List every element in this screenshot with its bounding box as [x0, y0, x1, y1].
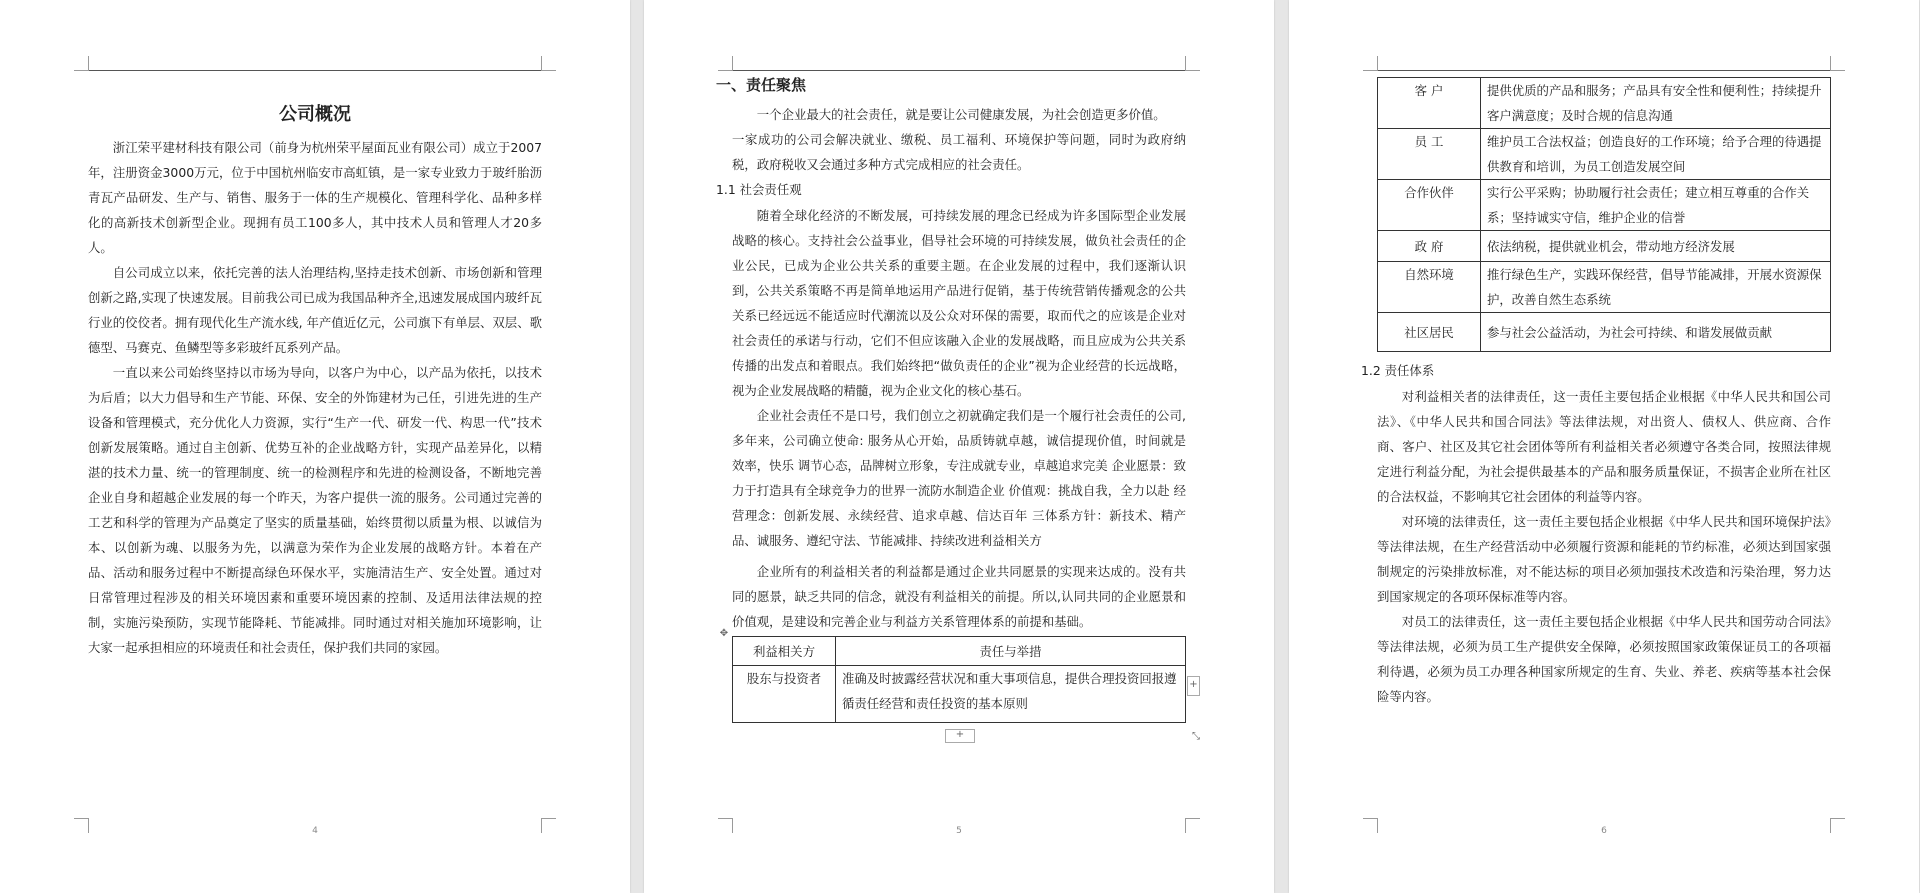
table-row: [1378, 231, 1831, 262]
page-number: 6: [1601, 826, 1607, 836]
margin-corner-mark: [541, 56, 556, 71]
table-cell-party[interactable]: 自然环境: [1378, 262, 1481, 313]
subsection-title: 1.1 社会责任观: [716, 182, 802, 197]
table-cell-measures[interactable]: 推行绿色生产，实践环保经营，倡导节能减排，开展水资源保护，改善自然生态系统: [1481, 262, 1831, 313]
table-row: [1378, 180, 1831, 231]
table-header-cell[interactable]: 利益相关方: [733, 637, 836, 666]
move-icon[interactable]: ✥: [719, 628, 729, 639]
header-rule: [75, 70, 555, 71]
table-row: [1378, 129, 1831, 180]
table-cell-party[interactable]: 客 户: [1378, 78, 1481, 129]
margin-corner-mark: [1363, 56, 1378, 71]
page-body[interactable]: [1361, 77, 1831, 709]
page-body[interactable]: [88, 100, 542, 660]
paragraph: 一直以来公司始终坚持以市场为导向，以客户为中心，以产品为依托，以技术为后盾；以大力倡导和生产节能、环保、安全的外饰建材为己任，引进先进的生产设备和管理模式，充分优化人力资源，实行“生产一代、研发一代、构思一代”技术创新发展策略。通过自主创新、优势互补的企业战略方针，实现产品差异化，以精湛的技术力量、统一的管理制度、统一的检测程序和先进的检测设备，不断地完善企业自身和超越企业发展的每一个昨天，为客户提供一流的服务。公司通过完善的工艺和科学的管理为产品奠定了坚实的质量基础，始终贯彻以质量为根、以诚信为本、以创新为魂、以服务为先，以满意为荣作为企业发展的战略方针。本着在产品、活动和服务过程中不断提高绿色环保水平，实施清洁生产、安全处置。通过对日常管理过程涉及的相关环境因素和重要环境因素的控制、及适用法律法规的控制，实施污染预防，实现节能降耗、节能减排。同时通过对相关施加环境影响，让大家一起承担相应的环境责任和社会责任，保护我们共同的家园。: [88, 365, 542, 655]
section-title: 一、责任聚焦: [716, 76, 807, 94]
table-row: [733, 666, 1186, 723]
margin-corner-mark: [718, 56, 733, 71]
paragraph: 一家成功的公司会解决就业、缴税、员工福利、环境保护等问题，同时为政府纳税，政府税收又会通过多种方式完成相应的社会责任。: [732, 132, 1186, 172]
table-cell-measures[interactable]: 提供优质的产品和服务；产品具有安全性和便利性；持续提升客户满意度；及时合规的信息沟通: [1481, 78, 1831, 129]
add-row-button[interactable]: [945, 729, 975, 743]
paragraph: 企业社会责任不是口号，我们创立之初就确定我们是一个履行社会责任的公司,多年来，公司确立使命: 服务从心开始，品质铸就卓越，诚信提现价值，时间就是效率，快乐 调节心态，品牌树立形象，专注成就专业，卓越追求完美 企业愿景：致力于打造具有全球竞争力的世界一流防水制造企业 价值观：挑战自我，全力以赴 经营理念：创新发展、永续经营、追求卓越、信达百年 三体系方针：新技术、精产品、诚服务、遵纪守法、节能减排、持续改进利益相关方: [732, 408, 1186, 548]
resize-icon[interactable]: ⤡: [1192, 731, 1200, 742]
document-page-4: [0, 0, 630, 893]
paragraph: 自公司成立以来，依托完善的法人治理结构,坚持走技术创新、市场创新和管理创新之路,实现了快速发展。目前我公司已成为我国品种齐全,迅速发展成国内玻纤瓦行业的佼佼者。拥有现代化生产流水线, 年产值近亿元，公司旗下有单层、双层、歌德型、马赛克、鱼鳞型等多彩玻纤瓦系列产品。: [88, 265, 542, 355]
paragraph: 对环境的法律责任，这一责任主要包括企业根据《中华人民共和国环境保护法》等法律法规，在生产经营活动中必须履行资源和能耗的节约标准，必须达到国家强制规定的污染排放标准，对不能达标的项目必须加强技术改造和污染治理，努力达到国家规定的各项环保标准等内容。: [1377, 514, 1831, 604]
table-row: [1378, 78, 1831, 129]
paragraph: 随着全球化经济的不断发展，可持续发展的理念已经成为许多国际型企业发展战略的核心。支持社会公益事业，倡导社会环境的可持续发展，做负社会责任的企业公民，已成为企业公共关系的重要主题。在企业发展的过程中，我们逐渐认识到，公共关系策略不再是简单地运用产品进行促销，基于传统营销传播观念的公共关系已经远远不能适应时代潮流以及公众对环保的需要，取而代之的应该是企业对社会责任的承诺与行动，它们不但应该融入企业的发展战略，而且应成为公共关系传播的出发点和着眼点。我们始终把“做负责任的企业”视为企业经营的长远战略，视为企业发展战略的精髓，视为企业文化的核心基石。: [732, 208, 1186, 398]
plus-icon: +: [1189, 679, 1198, 690]
header-rule: [1364, 70, 1844, 71]
table-cell-party[interactable]: 员 工: [1378, 129, 1481, 180]
table-cell-party[interactable]: 社区居民: [1378, 313, 1481, 352]
document-page-5: [644, 0, 1274, 893]
header-rule: [719, 70, 1199, 71]
table-row: [1378, 262, 1831, 313]
subsection-title: 1.2 责任体系: [1361, 363, 1435, 378]
paragraph: 对员工的法律责任，这一责任主要包括企业根据《中华人民共和国劳动合同法》等法律法规，必须为员工生产提供安全保障，必须按照国家政策保证员工的各项福利待遇，必须为员工办理各种国家所规定的生育、失业、养老、疾病等基本社会保险等内容。: [1377, 614, 1831, 704]
table-cell-measures[interactable]: 依法纳税，提供就业机会，带动地方经济发展: [1481, 231, 1831, 262]
page-number: 5: [956, 826, 962, 836]
paragraph: 浙江荣平建材科技有限公司（前身为杭州荣平屋面瓦业有限公司）成立于2007年，注册资金3000万元，位于中国杭州临安市高虹镇，是一家专业致力于玻纤胎沥青瓦产品研发、生产与、销售、服务于一体的生产规模化、管理科学化、品种多样化的高新技术创新型企业。现拥有员工100多人，其中技术人员和管理人才20多人。: [88, 140, 542, 255]
table-cell-party[interactable]: 合作伙伴: [1378, 180, 1481, 231]
table-cell-measures[interactable]: 维护员工合法权益；创造良好的工作环境；给予合理的待遇提供教育和培训，为员工创造发展空间: [1481, 129, 1831, 180]
table-header-row: [733, 637, 1186, 666]
table-cell-party[interactable]: 政 府: [1378, 231, 1481, 262]
add-column-button[interactable]: [1187, 676, 1200, 696]
page-title: 公司概况: [279, 104, 351, 125]
page-number: 4: [312, 826, 318, 836]
table-cell-measures[interactable]: 实行公平采购；协助履行社会责任；建立相互尊重的合作关系；坚持诚实守信，维护企业的信誉: [1481, 180, 1831, 231]
table-cell-measures[interactable]: 准确及时披露经营状况和重大事项信息，提供合理投资回报遵循责任经营和责任投资的基本原则: [836, 666, 1186, 723]
stakeholder-table-continued[interactable]: [1377, 77, 1831, 352]
paragraph: 企业所有的利益相关者的利益都是通过企业共同愿景的实现来达成的。没有共同的愿景，缺乏共同的信念，就没有利益相关的前提。所以,认同共同的企业愿景和价值观，是建设和完善企业与利益方关系管理体系的前提和基础。: [732, 564, 1186, 629]
table-header-cell[interactable]: 责任与举措: [836, 637, 1186, 666]
table-cell-measures[interactable]: 参与社会公益活动，为社会可持续、和谐发展做贡献: [1481, 313, 1831, 352]
paragraph: 一个企业最大的社会责任，就是要让公司健康发展，为社会创造更多价值。: [756, 107, 1166, 122]
table-row: [1378, 313, 1831, 352]
margin-corner-mark: [74, 56, 89, 71]
margin-corner-mark: [1185, 56, 1200, 71]
document-page-6: [1289, 0, 1919, 893]
page-body[interactable]: [716, 72, 1200, 742]
margin-corner-mark: [1830, 56, 1845, 71]
stakeholder-table[interactable]: [732, 636, 1186, 723]
stakeholder-table-wrapper: [719, 628, 1200, 742]
table-cell-party[interactable]: 股东与投资者: [733, 666, 836, 723]
plus-icon: +: [955, 729, 965, 740]
paragraph: 对利益相关者的法律责任，这一责任主要包括企业根据《中华人民共和国公司法》、《中华人民共和国合同法》等法律法规，对出资人、债权人、供应商、合作商、客户、社区及其它社会团体等所有利益相关者必须遵守各类合同，按照法律规定进行利益分配，为社会提供最基本的产品和服务质量保证，不损害企业所在社区的合法权益，不影响其它社会团体的利益等内容。: [1377, 389, 1831, 504]
